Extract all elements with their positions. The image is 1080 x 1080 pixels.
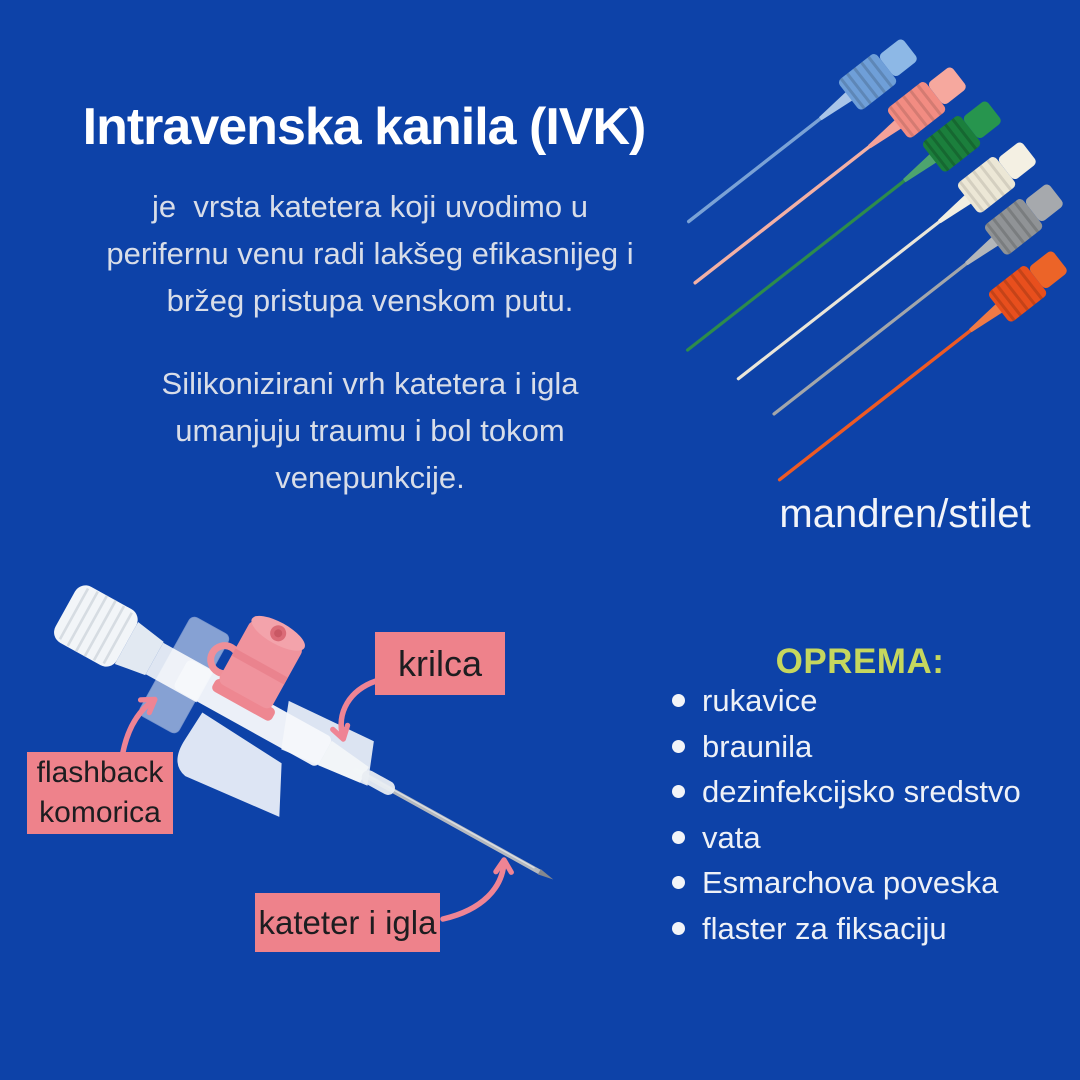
label-wings: krilca (375, 632, 505, 695)
stylet-salmon (683, 62, 970, 298)
bullet-icon (672, 740, 685, 753)
intro-p2-line3: venepunkcije. (275, 460, 465, 495)
intro-paragraph-1 (30, 183, 710, 324)
bullet-icon (672, 922, 685, 935)
stylet-figure-image (660, 28, 1080, 498)
list-item (672, 684, 1080, 717)
label-catheter-needle: kateter i igla (255, 893, 440, 952)
intro-p1-line3: bržeg pristupa venskom putu. (166, 283, 574, 318)
bullet-icon (672, 831, 685, 844)
label-flashback-chamber: flashback komorica (27, 752, 173, 834)
intro-p2-line2: umanjuju traumu i bol tokom (175, 413, 565, 448)
bullet-icon (672, 694, 685, 707)
equipment-heading: OPREMA: (775, 642, 945, 681)
list-item-label: dezinfekcijsko sredstvo (702, 774, 1021, 809)
list-item (672, 730, 1080, 763)
list-item-label: flaster za fiksaciju (702, 910, 947, 946)
page-title: Intravenska kanila (IVK) (82, 97, 646, 156)
stylet-green (676, 96, 1006, 365)
intro-paragraph-2 (30, 360, 710, 501)
equipment-list (672, 684, 1080, 957)
list-item (672, 821, 1080, 854)
bullet-icon (672, 785, 685, 798)
list-item (672, 866, 1080, 899)
intro-p1-line2: perifernu venu radi lakšeg efikasnijeg i (106, 236, 634, 271)
intro-p1-line1: je vrsta katetera koji uvodimo u (152, 189, 588, 224)
intro-p2-line1: Silikonizirani vrh katetera i igla (161, 366, 579, 401)
stylet-caption: mandren/stilet (779, 492, 1031, 536)
list-item-label: vata (702, 819, 761, 855)
list-item (672, 912, 1080, 945)
list-item-label: braunila (702, 728, 813, 764)
list-item (672, 775, 1080, 808)
list-item-label: Esmarchova poveska (702, 865, 999, 900)
stylet-orange (768, 246, 1072, 495)
stylet-cream (727, 137, 1041, 394)
bullet-icon (672, 876, 685, 889)
list-item-label: rukavice (702, 683, 818, 718)
